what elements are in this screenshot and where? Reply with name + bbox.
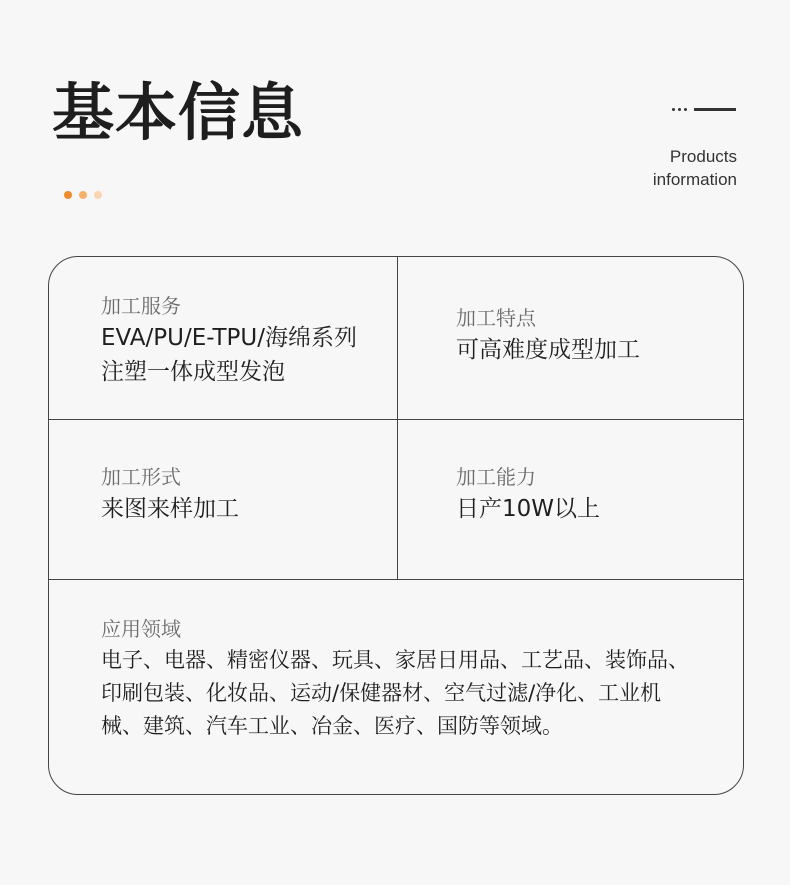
cell-capacity (456, 462, 600, 526)
page-title: 基本信息 (52, 76, 305, 149)
feature-label: 加工特点 (456, 306, 536, 330)
capacity-label: 加工能力 (456, 465, 536, 489)
cell-service (101, 291, 357, 389)
deco-dot (672, 108, 675, 111)
service-value-line-2: 注塑一体成型发泡 (101, 359, 285, 385)
decorative-dots (64, 191, 102, 199)
cell-feature (456, 303, 640, 367)
deco-bar (694, 108, 736, 111)
feature-value: 可高难度成型加工 (456, 337, 640, 363)
cell-application (101, 614, 701, 743)
info-table (48, 256, 744, 795)
dot-2 (79, 191, 87, 199)
subtitle-line-1: Products (669, 147, 737, 166)
deco-dot (678, 108, 681, 111)
cell-form (101, 462, 239, 526)
row-divider (49, 579, 743, 580)
capacity-value: 日产10W以上 (456, 496, 601, 522)
application-value: 电子、电器、精密仪器、玩具、家居日用品、工艺品、装饰品、印刷包装、化妆品、运动/保健器材、空气过滤/净化、工业机械、建筑、汽车工业、冶金、医疗、国防等领域。 (101, 648, 689, 738)
service-label: 加工服务 (101, 294, 181, 318)
page-subtitle (653, 145, 737, 191)
service-value-line-1: EVA/PU/E-TPU/海绵系列 (101, 325, 357, 351)
application-label: 应用领域 (101, 617, 181, 641)
row-divider (49, 419, 743, 420)
form-label: 加工形式 (101, 465, 181, 489)
column-divider (397, 257, 398, 579)
dot-3 (94, 191, 102, 199)
dot-1 (64, 191, 72, 199)
form-value: 来图来样加工 (101, 496, 239, 522)
deco-dot (684, 108, 687, 111)
subtitle-line-2: information (652, 170, 737, 189)
decorative-line (672, 108, 736, 111)
